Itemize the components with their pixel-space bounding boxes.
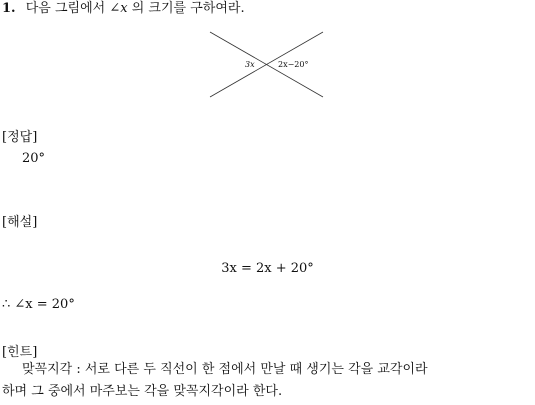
vertical-angles-figure [205, 27, 330, 100]
question-number: 1. [2, 1, 16, 16]
answer-value: 20° [22, 151, 46, 166]
angle-label-right: 2x−20° [278, 60, 309, 69]
question-angle: ∠x [109, 1, 128, 16]
question-text-before: 다음 그림에서 [25, 1, 106, 16]
solution-label: [해설] [2, 215, 38, 230]
solution-conclusion: ∴ ∠x = 20° [2, 297, 75, 312]
question-text-after: 의 크기를 구하여라. [131, 1, 245, 16]
answer-label: [정답] [2, 130, 38, 145]
hint-line-2: 하며 그 중에서 마주보는 각을 맞꼭지각이라 한다. [2, 384, 283, 399]
question-line [2, 0, 245, 18]
angle-label-left: 3x [245, 60, 255, 69]
hint-line-1: 맞꼭지각 : 서로 다른 두 직선이 한 점에서 만날 때 생기는 각을 교각이라 [22, 362, 428, 377]
hint-label: [힌트] [2, 345, 38, 360]
solution-equation: 3x = 2x + 20° [221, 261, 314, 276]
